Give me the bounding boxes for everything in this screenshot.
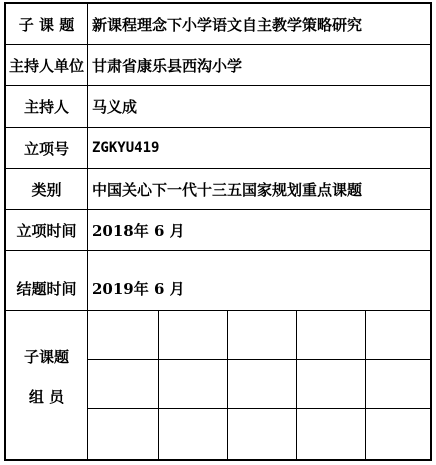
label-completion-date: 结题时间 <box>6 251 88 310</box>
members-grid <box>88 311 430 459</box>
label-members <box>6 311 88 459</box>
label-project-number: 立项号 <box>6 128 88 168</box>
label-approval-date: 立项时间 <box>6 210 88 250</box>
members-grid-divider <box>88 359 430 360</box>
members-grid-divider <box>227 311 228 459</box>
label-members-line1: 子课题 <box>23 348 69 366</box>
row-category <box>6 169 430 210</box>
row-approval-date <box>6 210 430 251</box>
project-info-table <box>4 2 432 461</box>
row-members <box>6 311 430 459</box>
value-completion-date: 2019年 6 月 <box>92 280 185 298</box>
row-completion-date <box>6 251 430 311</box>
members-grid-divider <box>158 311 159 459</box>
members-grid-divider <box>365 311 366 459</box>
label-category: 类别 <box>6 169 88 209</box>
value-subproject: 新课程理念下小学语文自主教学策略研究 <box>92 15 363 34</box>
members-grid-divider <box>88 408 430 409</box>
row-host <box>6 86 430 128</box>
row-project-number <box>6 128 430 169</box>
members-grid-divider <box>296 311 297 459</box>
value-approval-date: 2018年 6 月 <box>92 221 185 240</box>
label-subproject: 子 课 题 <box>6 4 88 44</box>
value-host: 马义成 <box>92 98 138 116</box>
value-project-number: ZGKYU419 <box>92 140 160 156</box>
label-host: 主持人 <box>6 86 88 127</box>
value-category: 中国关心下一代十三五国家规划重点课题 <box>92 180 363 199</box>
label-members-line2: 组 员 <box>28 388 65 406</box>
label-host-unit: 主持人单位 <box>6 45 88 85</box>
row-subproject <box>6 4 430 45</box>
value-host-unit: 甘肃省康乐县西沟小学 <box>92 56 243 75</box>
row-host-unit <box>6 45 430 86</box>
